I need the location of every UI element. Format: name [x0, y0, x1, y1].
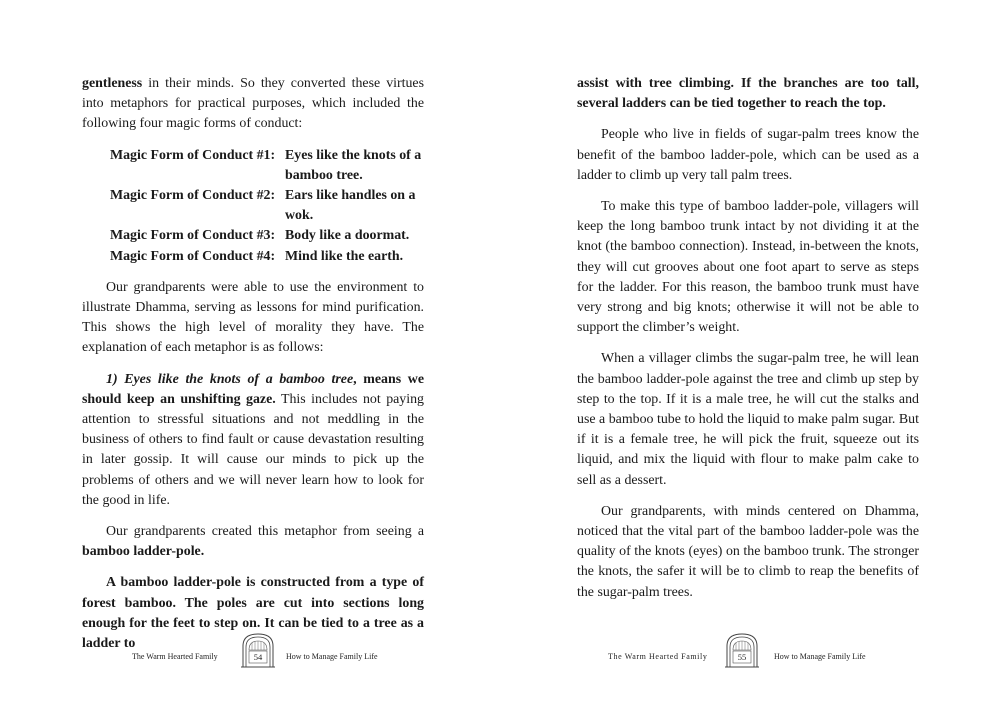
paragraph: When a villager climbs the sugar-palm tree, he will lean the bamboo ladder-pole against the tree and climb up step by step to the top. If it is a male tree, he will cut the stalks and use a bamboo tube to hold the liquid to make palm sugar. But if it is a female tree, he will pick the fruit, squeeze out its liquid, and mix the liquid with flour to make palm cake to sell as a dessert.	[577, 351, 919, 488]
magic-form-label: Magic Form of Conduct #2:	[110, 188, 276, 204]
magic-forms-list	[82, 146, 424, 267]
magic-form-text: Mind like the earth.	[285, 248, 404, 264]
paragraph: Our grandparents created this metaphor from seeing a bamboo ladder-pole.	[82, 524, 424, 560]
magic-form-label: Magic Form of Conduct #1:	[110, 147, 276, 163]
magic-form-row	[82, 226, 424, 246]
arched-temple-frame-icon	[724, 632, 760, 668]
page-number-badge	[724, 632, 760, 668]
page-number-badge	[240, 632, 276, 668]
page-footer	[500, 630, 1000, 670]
magic-form-label: Magic Form of Conduct #4:	[110, 248, 276, 264]
book-title: The Warm Hearted Family	[132, 652, 218, 661]
paragraph: 1) Eyes like the knots of a bamboo tree, means we should keep an unshifting gaze. This includes not paying attention to stressful situations and not meddling in the business of others to find fault or cause devastation resulting in later gossip. It will cause our minds to pick up the problems of others and we will never learn how to look for the good in life.	[82, 371, 424, 508]
paragraph: gentleness in their minds. So they converted these virtues into metaphors for practical purposes, which included the following four magic forms of conduct:	[82, 76, 424, 132]
magic-form-row	[82, 247, 424, 267]
book-title: The Warm Hearted Family	[608, 652, 708, 661]
page-number: 54	[253, 652, 263, 662]
magic-form-label: Magic Form of Conduct #3:	[110, 228, 276, 244]
right-page	[500, 0, 1000, 707]
paragraph: To make this type of bamboo ladder-pole, villagers will keep the long bamboo trunk intact by not dividing it at the knot (the bamboo connection). Instead, in-between the knots, they will cut grooves about one foot apart to serve as steps for the ladder. For this reason, the bamboo trunk must have very strong and big knots; otherwise it will not be able to support the climber’s weight.	[577, 199, 919, 336]
paragraph: People who live in fields of sugar-palm trees know the benefit of the bamboo ladder-pole, which can be used as a ladder to climb up very tall palm trees.	[577, 127, 919, 183]
right-page-body	[577, 74, 919, 614]
chapter-title: How to Manage Family Life	[774, 652, 866, 661]
magic-form-text: Eyes like the knots of a bamboo tree.	[285, 147, 422, 183]
magic-form-row	[82, 186, 424, 226]
magic-form-row	[82, 146, 424, 186]
paragraph: assist with tree climbing. If the branches are too tall, several ladders can be tied together to reach the top.	[577, 76, 919, 112]
paragraph: A bamboo ladder-pole is constructed from a type of forest bamboo. The poles are cut into sections long enough for the feet to step on. It can be tied to a tree as a ladder to	[82, 575, 424, 652]
page-footer	[0, 630, 500, 670]
paragraph: Our grandparents were able to use the environment to illustrate Dhamma, serving as lessons for mind purification. This shows the high level of morality they have. The explanation of each metaphor is as follows:	[82, 279, 424, 356]
arched-temple-frame-icon	[240, 632, 276, 668]
magic-form-text: Ears like handles on a wok.	[285, 188, 416, 224]
paragraph: Our grandparents, with minds centered on Dhamma, noticed that the vital part of the bamboo ladder-pole was the quality of the knots (eyes) on the bamboo trunk. The stronger the knots, the safer it will be to climb to reap the benefits of the sugar-palm trees.	[577, 503, 919, 600]
left-page-body	[82, 74, 424, 665]
page-number: 55	[737, 652, 747, 662]
chapter-title: How to Manage Family Life	[286, 652, 378, 661]
magic-form-text: Body like a doormat.	[285, 228, 410, 244]
